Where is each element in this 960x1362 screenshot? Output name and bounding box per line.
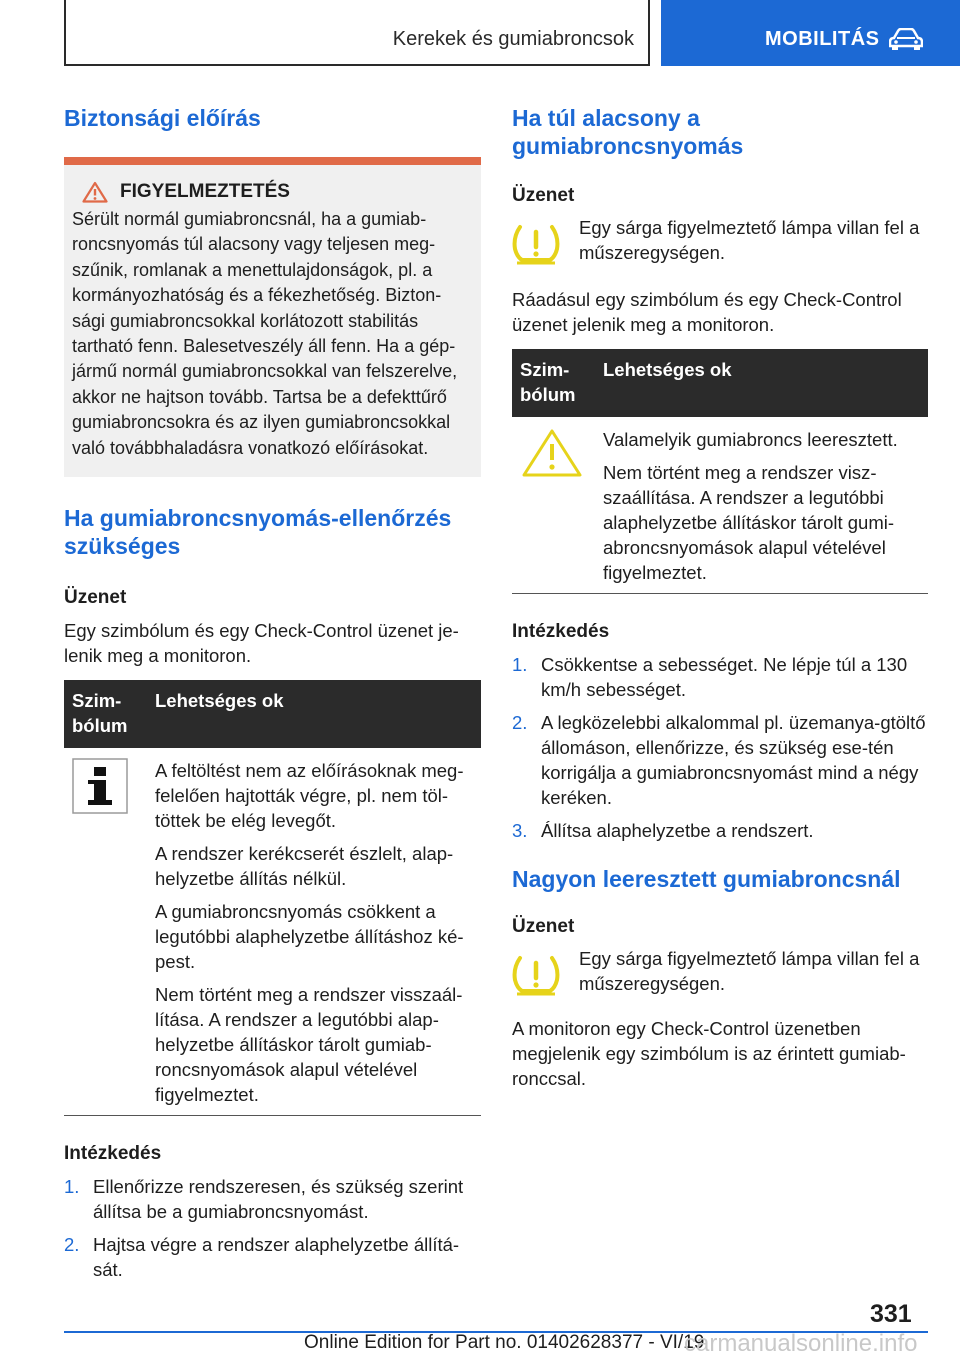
tire-pressure-warning-icon <box>512 223 560 265</box>
warning-title-row <box>82 181 473 203</box>
tire-pressure-warning-icon <box>512 954 560 996</box>
table-header-row <box>64 680 481 748</box>
symbol-column-header: Szim-bólum <box>512 349 595 417</box>
action-list <box>64 1174 481 1282</box>
list-item <box>512 818 928 843</box>
cause-text: A gumiabroncsnyomás csökkent a legutóbbi alaphelyzetbe állításhoz ké-pest. <box>155 901 464 973</box>
extra-text: Ráadásul egy szimbólum és egy Check-Control üzenet jelenik meg a monitoron. <box>512 289 902 335</box>
message-heading: Üzenet <box>512 916 575 937</box>
pressure-check-heading: Ha gumiabroncsnyomás-ellenőrzés szükséges <box>64 505 452 560</box>
action-heading: Intézkedés <box>64 1143 162 1165</box>
message-heading: Üzenet <box>512 185 575 206</box>
list-text: Állítsa alaphelyzetbe a rendszert. <box>541 820 814 841</box>
list-text: Hajtsa végre a rendszer alaphelyzetbe állítá-sát. <box>93 1234 460 1281</box>
list-number: 1. <box>512 654 528 675</box>
warning-title: FIGYELMEZTETÉS <box>120 181 290 202</box>
action-heading: Intézkedés <box>512 621 610 642</box>
list-text: A legközelebbi alkalommal pl. üzemanya-gtöltő állomáson, ellenőrizze, és szükség ese-tén korrigálja a gumiabroncsnyomást mind a négy keréken. <box>541 712 926 808</box>
lamp-message-row <box>512 946 928 1001</box>
list-number: 1. <box>64 1176 80 1198</box>
warning-text: Sérült normál gumiabroncsnál, ha a gumiab-roncsnyomás túl alacsony vagy teljesen meg-szűnik, romlanak a menettulajdonságok, pl. a kormányozhatóság és a fékezhetőség. Bizton-sági gumiabroncsokkal korlátozott stabilitás tartható fenn. Balesetveszély áll fenn. Ha a gép-jármű normál gumiabroncsokkal van felszerelve, akkor ne hajtson tovább. Tartsa be a defekttűrő gumiabroncsokra és az ilyen gumiabroncsokkal való továbbhaladásra vonatkozó előírásokat. <box>72 209 458 458</box>
cause-text: Nem történt meg a rendszer visszaál-lítása. A rendszer a legutóbbi alap-helyzetbe állításkor tárolt gumiab-roncsnyomások alapul vételével figyelmeztet. <box>155 984 463 1106</box>
symbol-column-header: Szim-bólum <box>64 680 147 748</box>
causes-column-header: Lehetséges ok <box>595 349 928 417</box>
action-list <box>512 652 928 843</box>
flat-tire-heading: Nagyon leeresztett gumiabroncsnál <box>512 866 901 892</box>
list-item <box>512 710 928 810</box>
chapter-title: MOBILITÁS <box>765 28 880 50</box>
section-header-box <box>64 0 650 66</box>
table-row <box>64 748 481 1116</box>
warning-triangle-icon <box>82 181 108 203</box>
cause-text: A feltöltést nem az előírásoknak meg-felelően hajtották végre, pl. nem töl-töttek be elég levegőt. <box>155 760 464 832</box>
safety-heading: Biztonsági előírás <box>64 105 261 131</box>
list-item <box>512 652 928 702</box>
right-column <box>512 100 928 1091</box>
cause-text: Valamelyik gumiabroncs leeresztett. <box>603 429 898 450</box>
cause-text: A rendszer kerékcserét észlelt, alap-helyzetbe állítás nélkül. <box>155 843 454 890</box>
low-pressure-heading: Ha túl alacsony a gumiabroncsnyomás <box>512 105 744 159</box>
list-text: Ellenőrizze rendszeresen, és szükség szerint állítsa be a gumiabroncsnyomást. <box>93 1176 464 1223</box>
list-text: Csökkentse a sebességet. Ne lépje túl a 130 km/h sebességet. <box>541 654 908 700</box>
list-number: 3. <box>512 820 528 841</box>
causes-table <box>64 680 481 1116</box>
cause-text: Nem történt meg a rendszer visz-szaállítása. A rendszer a legutóbbi alaphelyzetbe állításkor tárolt gumi-abroncsnyomások alapul vételével figyelmeztet. <box>603 462 895 583</box>
car-icon <box>889 28 923 50</box>
left-column <box>64 100 481 1290</box>
page-header <box>0 0 960 66</box>
lamp-message-row <box>512 215 928 270</box>
table-row <box>512 417 928 594</box>
section-title: Kerekek és gumiabroncsok <box>392 28 634 50</box>
chapter-tab <box>661 0 960 66</box>
list-item <box>64 1174 481 1224</box>
watermark: carmanualsonline.info <box>684 1330 918 1357</box>
info-icon <box>72 758 128 814</box>
causes-table <box>512 349 928 594</box>
extra-text: A monitoron egy Check-Control üzenetben megjelenik egy szimbólum is az érintett gumiab-ronccsal. <box>512 1018 906 1089</box>
warning-box <box>64 157 481 477</box>
table-header-row <box>512 349 928 417</box>
message-heading: Üzenet <box>64 587 127 609</box>
list-number: 2. <box>64 1234 80 1256</box>
edition-text: Online Edition for Part no. 01402628377 - VI/19 <box>304 1332 705 1353</box>
list-number: 2. <box>512 712 528 733</box>
page-number: 331 <box>870 1300 912 1328</box>
message-text: Egy szimbólum és egy Check-Control üzenet je-lenik meg a monitoron. <box>64 620 459 667</box>
causes-column-header: Lehetséges ok <box>147 680 481 748</box>
lamp-text: Egy sárga figyelmeztető lámpa villan fel a műszeregységen. <box>579 217 920 263</box>
lamp-text: Egy sárga figyelmeztető lámpa villan fel a műszeregységen. <box>579 948 920 994</box>
warning-triangle-icon <box>520 427 584 479</box>
list-item <box>64 1232 481 1282</box>
